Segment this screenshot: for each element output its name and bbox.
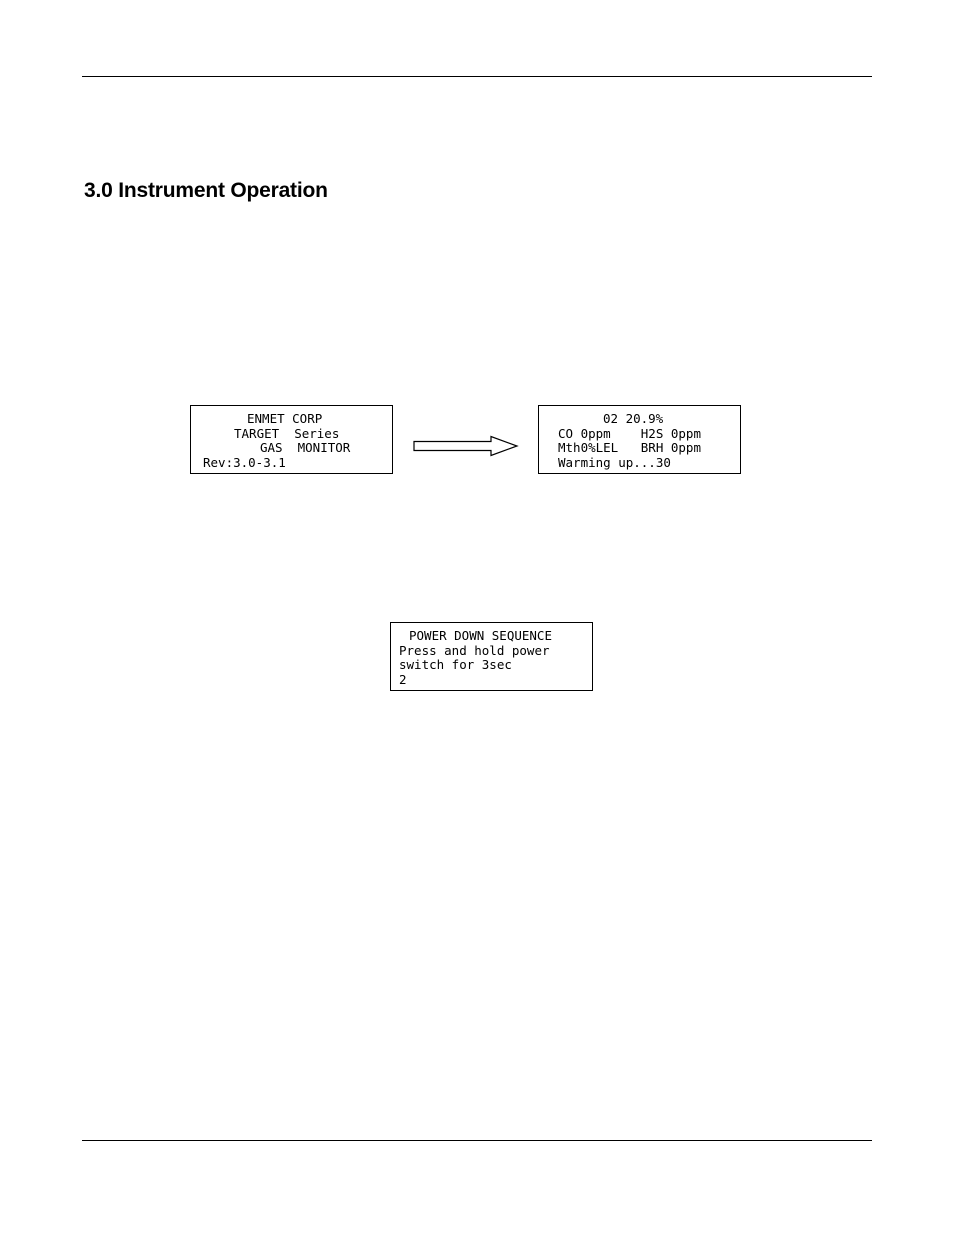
lcd-line: POWER DOWN SEQUENCE: [409, 628, 552, 643]
lcd-warmup-screen: [538, 405, 741, 474]
lcd-line: Rev:3.0-3.1: [203, 454, 286, 470]
lcd-line: ENMET CORP: [247, 411, 323, 426]
lcd-line: TARGET Series: [234, 425, 340, 441]
lcd-line: Warming up...30: [558, 454, 671, 470]
lcd-line: Press and hold power: [399, 642, 550, 658]
section-heading: 3.0 Instrument Operation: [84, 179, 328, 202]
lcd-line: 02 20.9%: [603, 411, 664, 426]
lcd-line: CO 0ppm H2S 0ppm: [558, 425, 701, 441]
lcd-line: GAS MONITOR: [260, 440, 351, 455]
lcd-line: 2: [399, 671, 407, 687]
header-rule: [82, 76, 872, 77]
lcd-startup-screen: [190, 405, 393, 474]
lcd-power-down-screen: [390, 622, 593, 691]
lcd-line: switch for 3sec: [399, 657, 512, 672]
right-arrow-icon: [413, 435, 519, 457]
footer-rule: [82, 1140, 872, 1141]
lcd-line: Mth0%LEL BRH 0ppm: [558, 440, 701, 455]
